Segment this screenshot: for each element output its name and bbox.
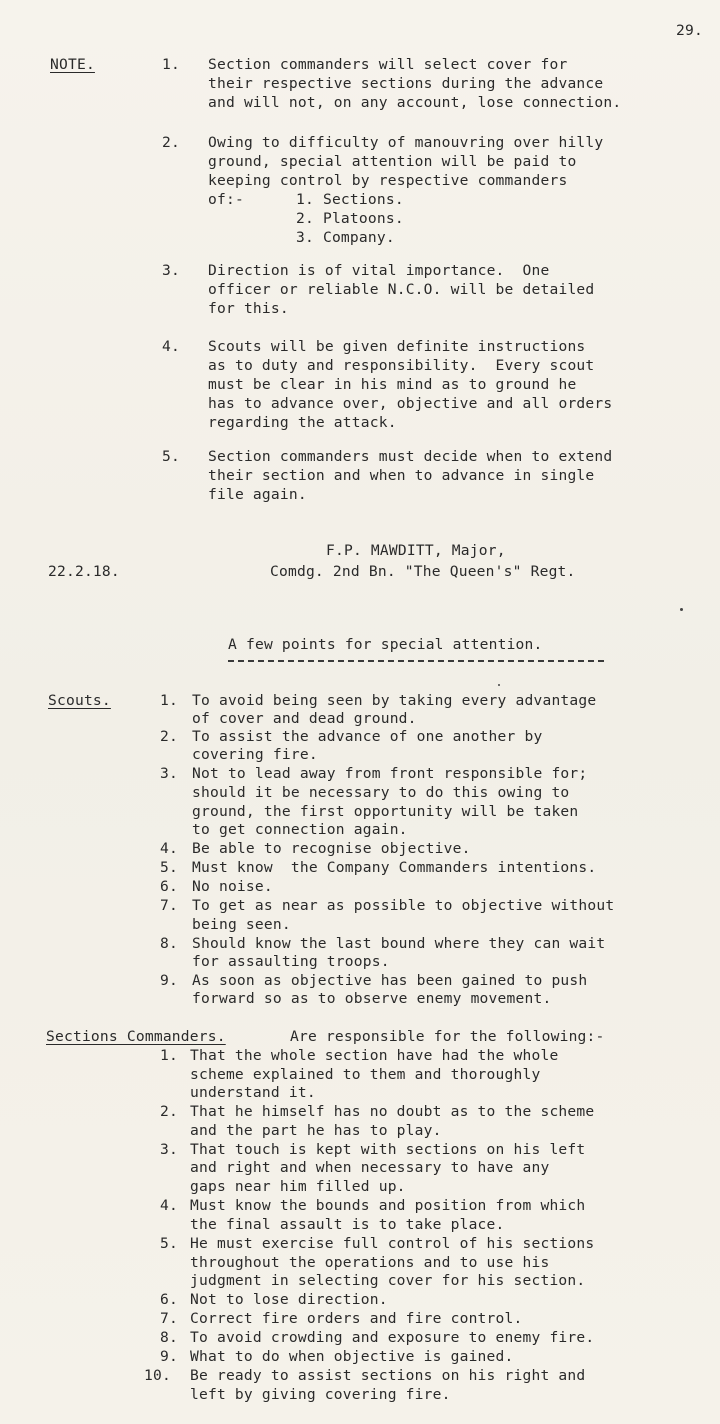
note-item-5-num: 5.	[162, 448, 180, 465]
scouts-item-num: 3.	[160, 765, 178, 782]
paper-speck	[680, 608, 683, 611]
note-item-3-num: 3.	[162, 262, 180, 279]
note-item-2-line: Owing to difficulty of manouvring over hilly	[208, 134, 604, 151]
scouts-item-line: Not to lead away from front responsible for;	[192, 765, 588, 782]
commanders-item-num: 4.	[160, 1197, 178, 1214]
commanders-item-line: the final assault is to take place.	[190, 1216, 505, 1233]
note-item-4-line: Scouts will be given definite instructions	[208, 338, 586, 355]
commanders-item-num: 6.	[160, 1291, 178, 1308]
paper-speck	[498, 684, 500, 686]
scouts-item-num: 1.	[160, 692, 178, 709]
scouts-item-line: To assist the advance of one another by	[192, 728, 543, 745]
commanders-item-num: 8.	[160, 1329, 178, 1346]
note-item-4-num: 4.	[162, 338, 180, 355]
commanders-item-num: 9.	[160, 1348, 178, 1365]
commanders-item-line: He must exercise full control of his sections	[190, 1235, 595, 1252]
scouts-item-num: 8.	[160, 935, 178, 952]
commanders-item-num: 7.	[160, 1310, 178, 1327]
commanders-item-line: and the part he has to play.	[190, 1122, 442, 1139]
scouts-item-line: Should know the last bound where they can wait	[192, 935, 606, 952]
note-item-2-line: of:-	[208, 191, 244, 208]
scouts-item-num: 7.	[160, 897, 178, 914]
note-item-3-line: officer or reliable N.C.O. will be detailed	[208, 281, 595, 298]
commanders-item-line: Be ready to assist sections on his right and	[190, 1367, 586, 1384]
scouts-item-line: being seen.	[192, 916, 291, 933]
signature-name: F.P. MAWDITT, Major,	[326, 542, 506, 559]
note-item-5-line: their section and when to advance in single	[208, 467, 595, 484]
commanders-item-line: That touch is kept with sections on his left	[190, 1141, 586, 1158]
scouts-item-line: of cover and dead ground.	[192, 710, 417, 727]
scouts-item-line: Be able to recognise objective.	[192, 840, 471, 857]
commanders-item-line: left by giving covering fire.	[190, 1386, 451, 1403]
note-item-2-line: ground, special attention will be paid to	[208, 153, 577, 170]
commanders-item-num: 1.	[160, 1047, 178, 1064]
signature-unit: Comdg. 2nd Bn. "The Queen's" Regt.	[270, 563, 576, 580]
scouts-label: Scouts.	[48, 692, 111, 709]
scouts-item-line: should it be necessary to do this owing to	[192, 784, 570, 801]
note-item-4-line: as to duty and responsibility. Every scout	[208, 357, 595, 374]
note-sublist-item: 1. Sections.	[296, 191, 404, 208]
page-number: 29.	[676, 22, 703, 39]
scouts-item-line: forward so as to observe enemy movement.	[192, 990, 552, 1007]
commanders-item-line: To avoid crowding and exposure to enemy fire.	[190, 1329, 595, 1346]
commanders-item-line: understand it.	[190, 1084, 316, 1101]
note-item-3-line: for this.	[208, 300, 289, 317]
commanders-item-line: What to do when objective is gained.	[190, 1348, 514, 1365]
note-label: NOTE.	[50, 56, 95, 73]
scouts-item-line: No noise.	[192, 878, 273, 895]
commanders-item-line: Not to lose direction.	[190, 1291, 388, 1308]
heading-divider	[228, 660, 604, 662]
scouts-item-num: 5.	[160, 859, 178, 876]
section-commanders-label: Sections Commanders.	[46, 1028, 226, 1045]
commanders-item-num: 5.	[160, 1235, 178, 1252]
scouts-item-line: covering fire.	[192, 746, 318, 763]
commanders-item-line: scheme explained to them and thoroughly	[190, 1066, 541, 1083]
note-item-1-line: their respective sections during the advance	[208, 75, 604, 92]
scouts-item-num: 2.	[160, 728, 178, 745]
note-item-1-num: 1.	[162, 56, 180, 73]
scouts-item-line: for assaulting troops.	[192, 953, 390, 970]
note-item-5-line: file again.	[208, 486, 307, 503]
scouts-item-line: to get connection again.	[192, 821, 408, 838]
note-item-4-line: has to advance over, objective and all orders	[208, 395, 613, 412]
commanders-item-line: and right and when necessary to have any	[190, 1159, 550, 1176]
scouts-item-line: ground, the first opportunity will be taken	[192, 803, 579, 820]
scouts-item-line: As soon as objective has been gained to push	[192, 972, 588, 989]
section-commanders-intro: Are responsible for the following:-	[290, 1028, 605, 1045]
note-item-1-line: and will not, on any account, lose connection.	[208, 94, 622, 111]
signature-date: 22.2.18.	[48, 563, 120, 580]
note-sublist-item: 3. Company.	[296, 229, 395, 246]
commanders-item-line: judgment in selecting cover for his section.	[190, 1272, 586, 1289]
note-item-2-num: 2.	[162, 134, 180, 151]
note-item-3-line: Direction is of vital importance. One	[208, 262, 550, 279]
commanders-item-line: gaps near him filled up.	[190, 1178, 406, 1195]
commanders-item-line: That he himself has no doubt as to the scheme	[190, 1103, 595, 1120]
scouts-item-line: Must know the Company Commanders intentions.	[192, 859, 597, 876]
section-heading: A few points for special attention.	[228, 636, 543, 653]
note-item-1-line: Section commanders will select cover for	[208, 56, 568, 73]
scouts-item-num: 6.	[160, 878, 178, 895]
scouts-item-line: To get as near as possible to objective without	[192, 897, 615, 914]
commanders-item-num: 10.	[144, 1367, 171, 1384]
commanders-item-line: That the whole section have had the whole	[190, 1047, 559, 1064]
commanders-item-line: Correct fire orders and fire control.	[190, 1310, 523, 1327]
note-sublist-item: 2. Platoons.	[296, 210, 404, 227]
note-item-4-line: regarding the attack.	[208, 414, 397, 431]
note-item-5-line: Section commanders must decide when to extend	[208, 448, 613, 465]
commanders-item-line: throughout the operations and to use his	[190, 1254, 550, 1271]
scouts-item-num: 4.	[160, 840, 178, 857]
commanders-item-num: 2.	[160, 1103, 178, 1120]
scouts-item-num: 9.	[160, 972, 178, 989]
commanders-item-line: Must know the bounds and position from which	[190, 1197, 586, 1214]
commanders-item-num: 3.	[160, 1141, 178, 1158]
scouts-item-line: To avoid being seen by taking every advantage	[192, 692, 597, 709]
note-item-4-line: must be clear in his mind as to ground he	[208, 376, 577, 393]
note-item-2-line: keeping control by respective commanders	[208, 172, 568, 189]
